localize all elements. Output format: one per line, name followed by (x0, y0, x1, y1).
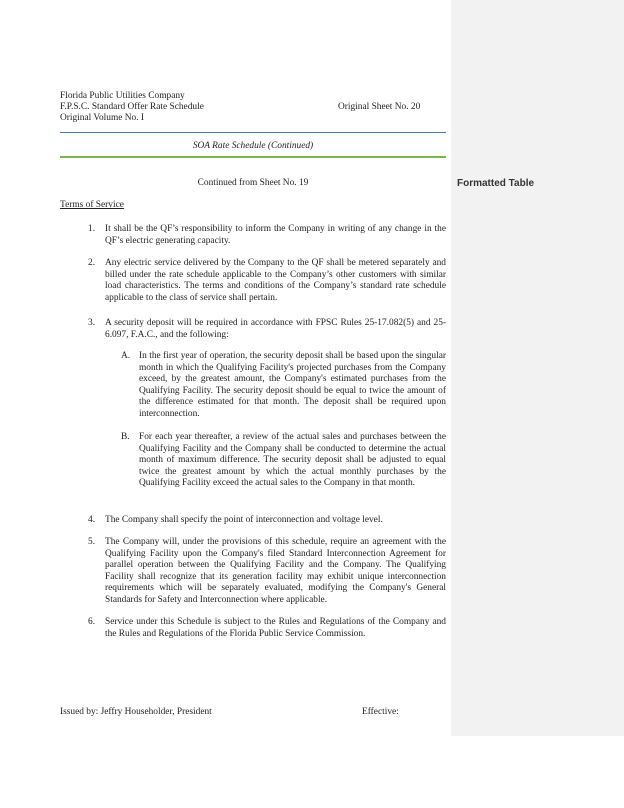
item-number: 3. (88, 318, 96, 328)
item-number: 5. (88, 537, 96, 547)
list-item: Service under this Schedule is subject to the Rules and Regulations of the Company and the Rules and Regulations of the Florida Public Service Commission. (105, 617, 446, 639)
comment-pane (451, 0, 624, 736)
item-number: 6. (88, 617, 96, 627)
list-item: Any electric service delivered by the Company to the QF shall be metered separately and billed under the rate schedule applicable to the Company’s other customers with similar load characteristics. The terms and conditions of the Company’s standard rate schedule applicable to the class of service shall pertain. (105, 258, 446, 303)
schedule-title: SOA Rate Schedule (Continued) (192, 141, 314, 151)
item-number: 1. (88, 224, 96, 234)
list-item: It shall be the QF’s responsibility to inform the Company in writing of any change in the QF’s electric generating capacity. (105, 224, 446, 246)
list-item: The Company shall specify the point of interconnection and voltage level. (105, 515, 383, 525)
header-sheet-number: Original Sheet No. 20 (338, 102, 421, 112)
list-item: The Company will, under the provisions of this schedule, require an agreement with the Qualifying Facility upon the Company's filed Standard Interconnection Agreement for parallel operation between the Qualifying Facility and the Company. The Qualifying Facility shall recognize that its generation facility may exhibit unique interconnection requirements which will be separately evaluated, modifying the Company's General Standards for Safety and Interconnection where applicable. (105, 537, 446, 605)
header-schedule: F.P.S.C. Standard Offer Rate Schedule (60, 102, 204, 112)
issued-by: Issued by: Jeffry Householder, President (60, 707, 212, 717)
comment-pane-title[interactable]: Formatted Table (457, 178, 535, 189)
subitem-letter: A. (121, 351, 131, 361)
subitem-letter: B. (121, 432, 130, 442)
effective-label: Effective: (362, 707, 399, 717)
list-item: A security deposit will be required in accordance with FPSC Rules 25-17.082(5) and 25-6.097, F.A.C., and the following: (105, 318, 446, 340)
header-rule (60, 132, 446, 133)
sub-list-item: For each year thereafter, a review of the actual sales and purchases between the Qualifying Facility and the Company shall be conducted to determine the actual month of maximum difference. The security deposit shall be adjusted to equal twice the greatest amount by which the actual monthly purchases by the Qualifying Facility exceed the actual sales to the Company in that month. (139, 432, 446, 489)
header-company: Florida Public Utilities Company (60, 91, 185, 101)
item-number: 2. (88, 258, 96, 268)
sub-list-item: In the first year of operation, the security deposit shall be based upon the singular month in which the Qualifying Facility's projected purchases from the Company exceed, by the greatest amount, the Company's estimated purchases from the Qualifying Facility. The security deposit should be equal to twice the amount of the difference estimated for that month. The deposit shall be required upon interconnection. (139, 351, 446, 419)
title-rule (60, 156, 446, 158)
section-heading: Terms of Service (60, 200, 124, 210)
header-volume: Original Volume No. I (60, 113, 145, 123)
continued-note: Continued from Sheet No. 19 (197, 178, 309, 188)
item-number: 4. (88, 515, 96, 525)
